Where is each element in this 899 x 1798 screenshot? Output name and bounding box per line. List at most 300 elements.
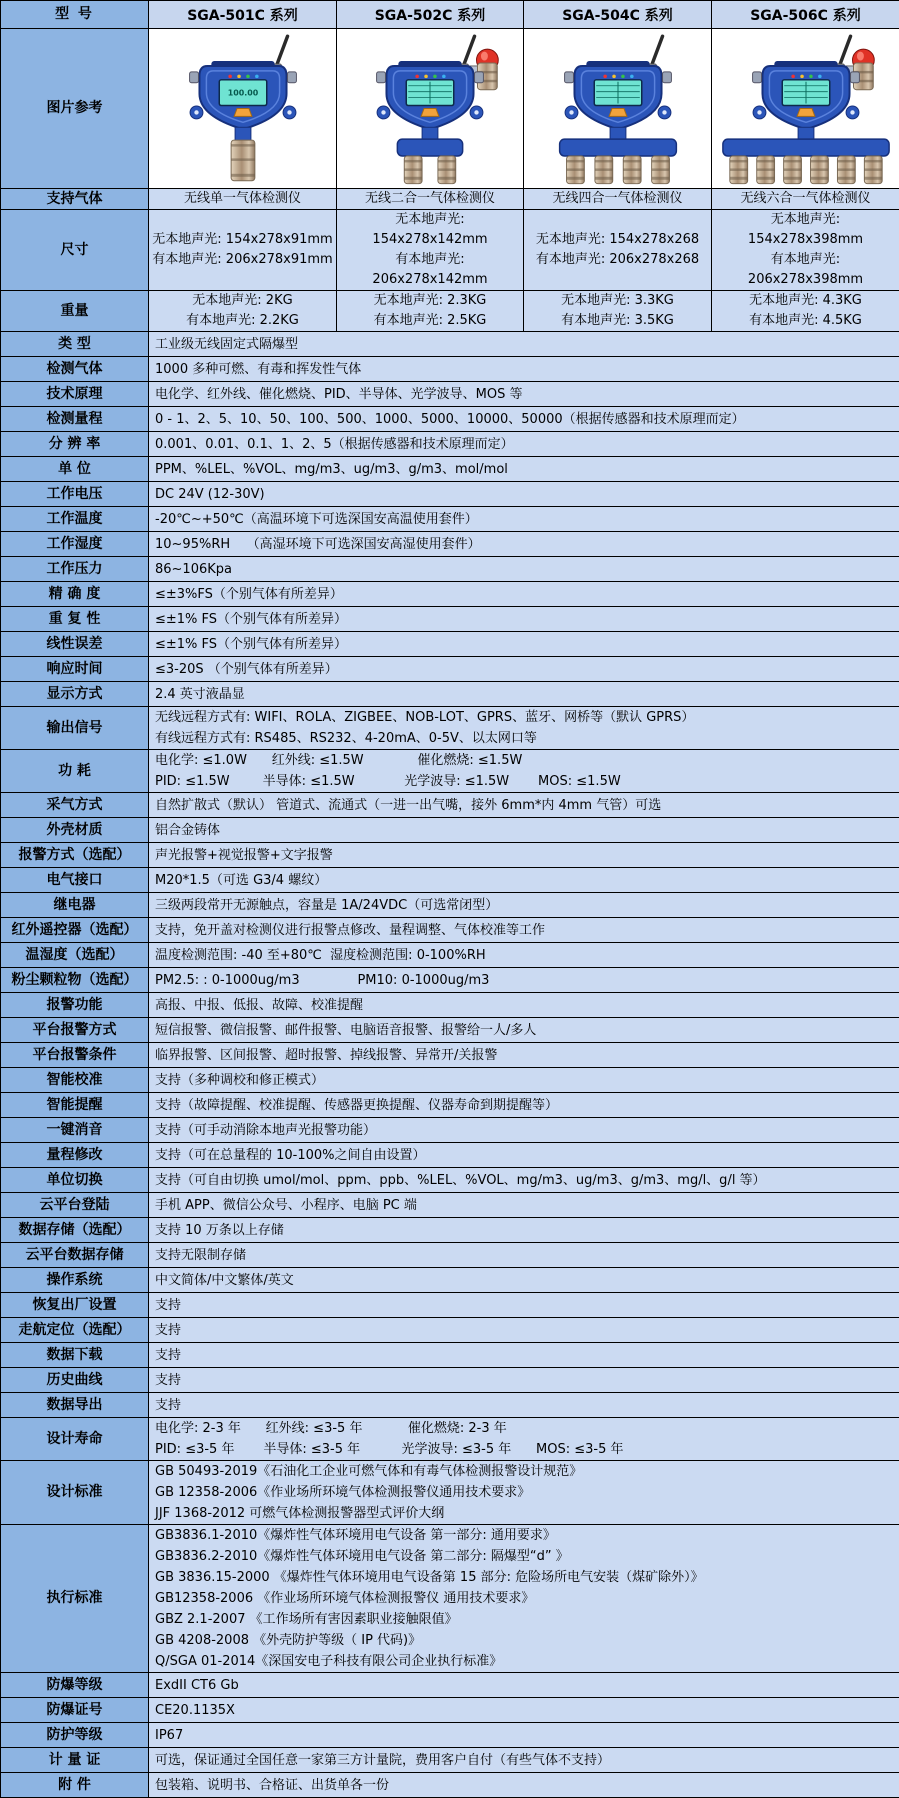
- text-line: 分 辨 率: [3, 436, 146, 453]
- text-line: 单位切换: [3, 1172, 146, 1189]
- text-line: 86~106Kpa: [155, 559, 893, 580]
- text-line: 温度检测范围: -40 至+80℃ 湿度检测范围: 0-100%RH: [155, 945, 893, 966]
- spec-row-36: [1, 1268, 899, 1293]
- spec-value-32: [149, 1168, 899, 1193]
- row-label: [1, 507, 149, 532]
- product-cell-sga-502c: [337, 29, 524, 189]
- text-line: 粉尘颗粒物（选配）: [3, 972, 146, 989]
- text-line: 设计寿命: [3, 1431, 146, 1448]
- row-label: [1, 868, 149, 893]
- text-line: GBZ 2.1-2007 《工作场所有害因素职业接触限值》: [155, 1609, 893, 1630]
- text-line: 重量: [3, 303, 146, 320]
- model-value-0-3: [712, 189, 899, 210]
- row-label: [1, 1218, 149, 1243]
- text-line: 短信报警、微信报警、邮件报警、电脑语音报警、报警给一人/多人: [155, 1020, 893, 1041]
- image-row: [1, 29, 899, 189]
- text-line: 有线远程方式有: RS485、RS232、4-20mA、0-5V、以太网口等: [155, 728, 893, 749]
- spec-value-30: [149, 1118, 899, 1143]
- text-line: CE20.1135X: [155, 1700, 893, 1721]
- text-line: 包装箱、说明书、合格证、出货单各一份: [155, 1775, 893, 1796]
- spec-row-28: [1, 1068, 899, 1093]
- spec-value-24: [149, 968, 899, 993]
- model-value-0-0: [149, 189, 337, 210]
- text-line: 支持 10 万条以上存储: [155, 1220, 893, 1241]
- spec-row-4: [1, 432, 899, 457]
- text-line: 有本地声光: 2.5KG: [339, 311, 521, 331]
- row-label: [1, 189, 149, 210]
- spec-value-19: [149, 843, 899, 868]
- text-line: 精 确 度: [3, 586, 146, 603]
- row-label: [1, 210, 149, 291]
- text-line: 有本地声光: 206x278x398mm: [714, 250, 897, 290]
- spec-value-1: [149, 357, 899, 382]
- spec-value-4: [149, 432, 899, 457]
- spec-row-47: [1, 1723, 899, 1748]
- text-line: 支持气体: [3, 191, 146, 208]
- text-line: 支持（可自由切换 umol/mol、ppm、ppb、%LEL、%VOL、mg/m3、ug/m3、g/m3、mg/l、g/l 等）: [155, 1170, 893, 1191]
- text-line: 响应时间: [3, 661, 146, 678]
- model-row-2: [1, 291, 899, 332]
- text-line: 有本地声光: 3.5KG: [526, 311, 709, 331]
- text-line: 0 - 1、2、5、10、50、100、500、1000、5000、10000、50000（根据传感器和技术原理而定）: [155, 409, 893, 430]
- spec-row-37: [1, 1293, 899, 1318]
- text-line: 中文简体/中文繁体/英文: [155, 1270, 893, 1291]
- text-line: 图片参考: [3, 100, 146, 117]
- model-name-0: [149, 1, 337, 29]
- text-line: GB 3836.15-2000 《爆炸性气体环境用电气设备第 15 部分: 危险场所电气安装（煤矿除外）》: [155, 1567, 893, 1588]
- text-line: 支持: [155, 1395, 893, 1416]
- text-line: 红外遥控器（选配）: [3, 922, 146, 939]
- spec-value-46: [149, 1698, 899, 1723]
- spec-value-36: [149, 1268, 899, 1293]
- text-line: IP67: [155, 1725, 893, 1746]
- spec-row-7: [1, 507, 899, 532]
- spec-row-14: [1, 682, 899, 707]
- spec-row-46: [1, 1698, 899, 1723]
- row-label: [1, 893, 149, 918]
- row-label: [1, 1343, 149, 1368]
- row-label: [1, 1293, 149, 1318]
- model-name-1: [337, 1, 524, 29]
- row-label: [1, 332, 149, 357]
- spec-row-10: [1, 582, 899, 607]
- text-line: ≤±3%FS（个别气体有所差异）: [155, 584, 893, 605]
- spec-value-39: [149, 1343, 899, 1368]
- svg-text:100.00: 100.00: [227, 89, 258, 98]
- text-line: 高报、中报、低报、故障、校准提醒: [155, 995, 893, 1016]
- text-line: 平台报警方式: [3, 1022, 146, 1039]
- spec-value-20: [149, 868, 899, 893]
- row-label: [1, 993, 149, 1018]
- model-value-1-2: [524, 210, 712, 291]
- row-label: [1, 457, 149, 482]
- model-value-1-1: [337, 210, 524, 291]
- spec-value-43: [149, 1461, 899, 1525]
- spec-row-31: [1, 1143, 899, 1168]
- text-line: PID: ≤3-5 年 半导体: ≤3-5 年 光学波导: ≤3-5 年 MOS: ≤3-5 年: [155, 1439, 893, 1460]
- text-line: GB 4208-2008 《外壳防护等级（ IP 代码)》: [155, 1630, 893, 1651]
- text-line: 检测气体: [3, 361, 146, 378]
- text-line: 无本地声光: 154x278x142mm: [339, 210, 521, 250]
- spec-value-44: [149, 1525, 899, 1673]
- text-line: 铝合金铸体: [155, 820, 893, 841]
- row-label: [1, 407, 149, 432]
- text-line: 有本地声光: 206x278x268: [526, 250, 709, 270]
- spec-value-41: [149, 1393, 899, 1418]
- text-line: 工作电压: [3, 486, 146, 503]
- text-line: 工作温度: [3, 511, 146, 528]
- row-label: [1, 943, 149, 968]
- text-line: 电化学、红外线、催化燃烧、PID、半导体、光学波导、MOS 等: [155, 384, 893, 405]
- product-cell-sga-501c: [149, 29, 337, 189]
- spec-row-3: [1, 407, 899, 432]
- spec-value-6: [149, 482, 899, 507]
- spec-value-27: [149, 1043, 899, 1068]
- text-line: ≤±1% FS（个别气体有所差异）: [155, 609, 893, 630]
- row-label: [1, 582, 149, 607]
- spec-value-31: [149, 1143, 899, 1168]
- text-line: 三级两段常开无源触点，容量是 1A/24VDC（可选常闭型）: [155, 895, 893, 916]
- text-line: 有本地声光: 206x278x142mm: [339, 250, 521, 290]
- row-label: [1, 607, 149, 632]
- spec-value-18: [149, 818, 899, 843]
- text-line: 防护等级: [3, 1727, 146, 1744]
- spec-value-21: [149, 893, 899, 918]
- spec-row-19: [1, 843, 899, 868]
- spec-value-3: [149, 407, 899, 432]
- spec-row-21: [1, 893, 899, 918]
- row-label: [1, 1525, 149, 1673]
- text-line: 数据存储（选配）: [3, 1222, 146, 1239]
- spec-value-8: [149, 532, 899, 557]
- spec-value-5: [149, 457, 899, 482]
- spec-row-26: [1, 1018, 899, 1043]
- text-line: 支持: [155, 1345, 893, 1366]
- text-line: 尺寸: [3, 242, 146, 259]
- spec-value-37: [149, 1293, 899, 1318]
- text-line: M20*1.5（可选 G3/4 螺纹）: [155, 870, 893, 891]
- row-label: [1, 632, 149, 657]
- text-line: 支持: [155, 1295, 893, 1316]
- text-line: 外壳材质: [3, 822, 146, 839]
- row-label: [1, 532, 149, 557]
- spec-value-25: [149, 993, 899, 1018]
- row-label: [1, 1093, 149, 1118]
- text-line: JJF 1368-2012 可燃气体检测报警器型式评价大纲: [155, 1503, 893, 1524]
- model-value-2-1: [337, 291, 524, 332]
- text-line: 计 量 证: [3, 1752, 146, 1769]
- row-label: [1, 1418, 149, 1461]
- spec-row-49: [1, 1773, 899, 1798]
- text-line: 无本地声光: 2KG: [151, 291, 334, 311]
- text-line: 无线单一气体检测仪: [151, 189, 334, 209]
- spec-row-33: [1, 1193, 899, 1218]
- text-line: GB3836.2-2010《爆炸性气体环境用电气设备 第二部分: 隔爆型“d” 》: [155, 1546, 893, 1567]
- text-line: 电气接口: [3, 872, 146, 889]
- model-value-2-2: [524, 291, 712, 332]
- text-line: 历史曲线: [3, 1372, 146, 1389]
- spec-row-5: [1, 457, 899, 482]
- row-label: [1, 1748, 149, 1773]
- row-label: [1, 1723, 149, 1748]
- text-line: 采气方式: [3, 797, 146, 814]
- spec-value-10: [149, 582, 899, 607]
- text-line: 2.4 英寸液晶显: [155, 684, 893, 705]
- spec-value-15: [149, 707, 899, 750]
- text-line: 单 位: [3, 461, 146, 478]
- text-line: 温湿度（选配）: [3, 947, 146, 964]
- spec-row-6: [1, 482, 899, 507]
- text-line: 无本地声光: 154x278x91mm: [151, 230, 334, 250]
- row-label: [1, 1368, 149, 1393]
- row-label: [1, 682, 149, 707]
- spec-value-12: [149, 632, 899, 657]
- text-line: 工作压力: [3, 561, 146, 578]
- spec-row-44: [1, 1525, 899, 1673]
- row-label: [1, 382, 149, 407]
- text-line: 无本地声光: 3.3KG: [526, 291, 709, 311]
- spec-value-17: [149, 793, 899, 818]
- text-line: 无线二合一气体检测仪: [339, 189, 521, 209]
- row-label: [1, 1461, 149, 1525]
- spec-row-24: [1, 968, 899, 993]
- text-line: -20℃~+50℃（高温环境下可选深国安高温使用套件）: [155, 509, 893, 530]
- spec-value-35: [149, 1243, 899, 1268]
- model-value-2-0: [149, 291, 337, 332]
- text-line: 支持（可在总量程的 10-100%之间自由设置）: [155, 1145, 893, 1166]
- text-line: 重 复 性: [3, 611, 146, 628]
- text-line: 支持（可手动消除本地声光报警功能）: [155, 1120, 893, 1141]
- spec-row-29: [1, 1093, 899, 1118]
- text-line: 输出信号: [3, 720, 146, 737]
- text-line: 防爆证号: [3, 1702, 146, 1719]
- text-line: ≤3-20S （个别气体有所差异）: [155, 659, 893, 680]
- row-label: [1, 793, 149, 818]
- spec-value-23: [149, 943, 899, 968]
- row-label: [1, 1118, 149, 1143]
- spec-value-11: [149, 607, 899, 632]
- text-line: 10~95%RH （高湿环境下可选深国安高湿使用套件）: [155, 534, 893, 555]
- text-line: 显示方式: [3, 686, 146, 703]
- spec-row-32: [1, 1168, 899, 1193]
- text-line: 无本地声光: 2.3KG: [339, 291, 521, 311]
- spec-row-18: [1, 818, 899, 843]
- text-line: 附 件: [3, 1777, 146, 1794]
- spec-row-20: [1, 868, 899, 893]
- spec-value-2: [149, 382, 899, 407]
- spec-value-22: [149, 918, 899, 943]
- spec-row-12: [1, 632, 899, 657]
- model-name-2: [524, 1, 712, 29]
- text-line: 无本地声光: 154x278x268: [526, 230, 709, 250]
- text-line: 数据导出: [3, 1397, 146, 1414]
- text-line: 工作湿度: [3, 536, 146, 553]
- header-label: [1, 1, 149, 29]
- spec-value-26: [149, 1018, 899, 1043]
- product-image-sga-501c: [150, 30, 336, 187]
- text-line: 操作系统: [3, 1272, 146, 1289]
- row-label: [1, 1168, 149, 1193]
- spec-row-25: [1, 993, 899, 1018]
- spec-value-28: [149, 1068, 899, 1093]
- spec-value-14: [149, 682, 899, 707]
- text-line: GB 50493-2019《石油化工企业可燃气体和有毒气体检测报警设计规范》: [155, 1461, 893, 1482]
- row-label: [1, 1773, 149, 1798]
- text-line: 有本地声光: 206x278x91mm: [151, 250, 334, 270]
- text-line: 智能校准: [3, 1072, 146, 1089]
- spec-row-35: [1, 1243, 899, 1268]
- row-label: [1, 1673, 149, 1698]
- model-value-0-2: [524, 189, 712, 210]
- row-label: [1, 291, 149, 332]
- text-line: 数据下载: [3, 1347, 146, 1364]
- text-line: 有本地声光: 4.5KG: [714, 311, 897, 331]
- spec-row-41: [1, 1393, 899, 1418]
- spec-value-38: [149, 1318, 899, 1343]
- text-line: 一键消音: [3, 1122, 146, 1139]
- spec-row-23: [1, 943, 899, 968]
- product-image-sga-502c: [337, 30, 523, 187]
- spec-value-9: [149, 557, 899, 582]
- text-line: 声光报警+视觉报警+文字报警: [155, 845, 893, 866]
- text-line: Q/SGA 01-2014《深国安电子科技有限公司企业执行标准》: [155, 1651, 893, 1672]
- model-name-3: [712, 1, 899, 29]
- text-line: 1000 多种可燃、有毒和挥发性气体: [155, 359, 893, 380]
- row-label: [1, 1143, 149, 1168]
- text-line: SGA-501C 系列: [150, 5, 335, 25]
- text-line: GB 12358-2006《作业场所环境气体检测报警仪通用技术要求》: [155, 1482, 893, 1503]
- text-line: 支持（故障提醒、校准提醒、传感器更换提醒、仪器寿命到期提醒等）: [155, 1095, 893, 1116]
- spec-row-40: [1, 1368, 899, 1393]
- spec-row-38: [1, 1318, 899, 1343]
- row-label: [1, 1018, 149, 1043]
- text-line: 平台报警条件: [3, 1047, 146, 1064]
- row-label: [1, 843, 149, 868]
- spec-row-42: [1, 1418, 899, 1461]
- text-line: 型 号: [3, 6, 146, 23]
- row-label: [1, 557, 149, 582]
- text-line: 支持（多种调校和修正模式）: [155, 1070, 893, 1091]
- text-line: 电化学: 2-3 年 红外线: ≤3-5 年 催化燃烧: 2-3 年: [155, 1418, 893, 1439]
- row-label: [1, 357, 149, 382]
- text-line: PID: ≤1.5W 半导体: ≤1.5W 光学波导: ≤1.5W MOS: ≤1.5W: [155, 771, 893, 792]
- spec-row-39: [1, 1343, 899, 1368]
- text-line: 继电器: [3, 897, 146, 914]
- spec-value-42: [149, 1418, 899, 1461]
- text-line: 0.001、0.01、0.1、1、2、5（根据传感器和技术原理而定）: [155, 434, 893, 455]
- row-label: [1, 1698, 149, 1723]
- model-row-1: [1, 210, 899, 291]
- text-line: 线性误差: [3, 636, 146, 653]
- text-line: 执行标准: [3, 1590, 146, 1607]
- image-row-label: [1, 29, 149, 189]
- row-label: [1, 750, 149, 793]
- text-line: 支持: [155, 1320, 893, 1341]
- text-line: 技术原理: [3, 386, 146, 403]
- text-line: DC 24V (12-30V): [155, 484, 893, 505]
- row-label: [1, 1043, 149, 1068]
- text-line: PM2.5: : 0-1000ug/m3 PM10: 0-1000ug/m3: [155, 970, 893, 991]
- spec-value-45: [149, 1673, 899, 1698]
- spec-value-33: [149, 1193, 899, 1218]
- model-value-2-3: [712, 291, 899, 332]
- spec-value-29: [149, 1093, 899, 1118]
- text-line: 报警功能: [3, 997, 146, 1014]
- text-line: 支持: [155, 1370, 893, 1391]
- spec-row-34: [1, 1218, 899, 1243]
- text-line: 有本地声光: 2.2KG: [151, 311, 334, 331]
- text-line: 自然扩散式（默认） 管道式、流通式（一进一出气嘴，接外 6mm*内 4mm 气管）可选: [155, 795, 893, 816]
- spec-value-13: [149, 657, 899, 682]
- text-line: 工业级无线固定式隔爆型: [155, 334, 893, 355]
- row-label: [1, 482, 149, 507]
- text-line: 功 耗: [3, 763, 146, 780]
- row-label: [1, 1268, 149, 1293]
- spec-row-9: [1, 557, 899, 582]
- text-line: 无本地声光: 154x278x398mm: [714, 210, 897, 250]
- row-label: [1, 1068, 149, 1093]
- spec-row-8: [1, 532, 899, 557]
- spec-row-17: [1, 793, 899, 818]
- text-line: PPM、%LEL、%VOL、mg/m3、ug/m3、g/m3、mol/mol: [155, 459, 893, 480]
- spec-value-47: [149, 1723, 899, 1748]
- spec-value-16: [149, 750, 899, 793]
- text-line: 支持无限制存储: [155, 1245, 893, 1266]
- spec-row-48: [1, 1748, 899, 1773]
- spec-row-27: [1, 1043, 899, 1068]
- model-row-0: [1, 189, 899, 210]
- product-cell-sga-504c: [524, 29, 712, 189]
- spec-row-1: [1, 357, 899, 382]
- spec-row-45: [1, 1673, 899, 1698]
- text-line: 临界报警、区间报警、超时报警、掉线报警、异常开/关报警: [155, 1045, 893, 1066]
- text-line: 检测量程: [3, 411, 146, 428]
- spec-row-0: [1, 332, 899, 357]
- text-line: 类 型: [3, 336, 146, 353]
- spec-row-13: [1, 657, 899, 682]
- text-line: 手机 APP、微信公众号、小程序、电脑 PC 端: [155, 1195, 893, 1216]
- spec-row-11: [1, 607, 899, 632]
- row-label: [1, 432, 149, 457]
- model-value-0-1: [337, 189, 524, 210]
- spec-row-30: [1, 1118, 899, 1143]
- spec-value-34: [149, 1218, 899, 1243]
- text-line: GB12358-2006 《作业场所环境气体检测报警仪 通用技术要求》: [155, 1588, 893, 1609]
- text-line: 走航定位（选配）: [3, 1322, 146, 1339]
- text-line: 报警方式（选配）: [3, 847, 146, 864]
- spec-row-2: [1, 382, 899, 407]
- product-image-sga-504c: [525, 30, 711, 187]
- text-line: 云平台登陆: [3, 1197, 146, 1214]
- text-line: 无线远程方式有: WIFI、ROLA、ZIGBEE、NOB-LOT、GPRS、蓝牙、网桥等（默认 GPRS）: [155, 707, 893, 728]
- text-line: SGA-502C 系列: [338, 5, 522, 25]
- spec-row-16: [1, 750, 899, 793]
- row-label: [1, 1243, 149, 1268]
- text-line: ≤±1% FS（个别气体有所差异）: [155, 634, 893, 655]
- text-line: GB3836.1-2010《爆炸性气体环境用电气设备 第一部分: 通用要求》: [155, 1525, 893, 1546]
- model-value-1-0: [149, 210, 337, 291]
- text-line: 设计标准: [3, 1484, 146, 1501]
- text-line: 防爆等级: [3, 1677, 146, 1694]
- spec-row-15: [1, 707, 899, 750]
- text-line: 无线四合一气体检测仪: [526, 189, 709, 209]
- text-line: ExdII CT6 Gb: [155, 1675, 893, 1696]
- text-line: 无线六合一气体检测仪: [714, 189, 897, 209]
- spec-value-48: [149, 1748, 899, 1773]
- model-value-1-3: [712, 210, 899, 291]
- text-line: 量程修改: [3, 1147, 146, 1164]
- text-line: 可选，保证通过全国任意一家第三方计量院，费用客户自付（有些气体不支持）: [155, 1750, 893, 1771]
